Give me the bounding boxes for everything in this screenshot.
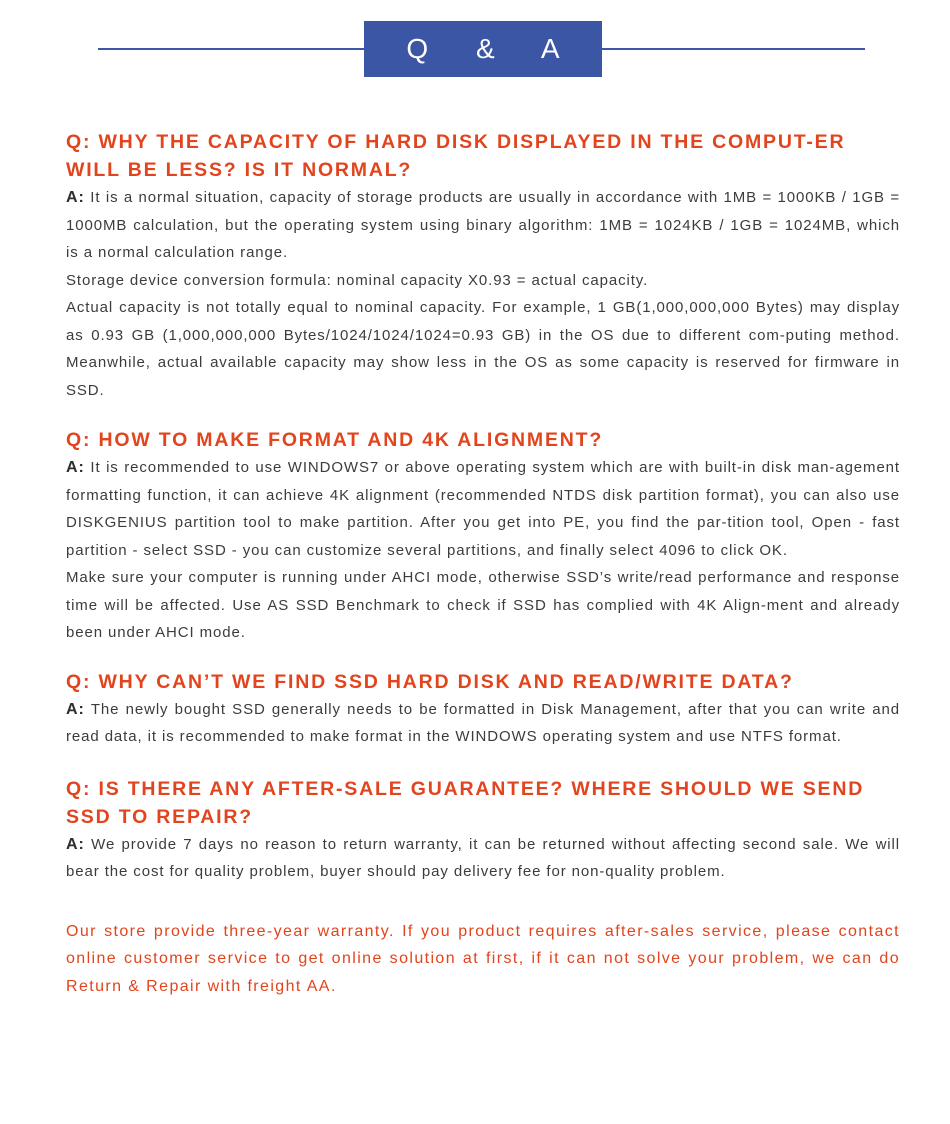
faq-answer bbox=[66, 831, 900, 886]
qa-title-banner: Q & A bbox=[364, 21, 602, 77]
answer-prefix: A: bbox=[66, 459, 85, 476]
faq-item-capacity bbox=[66, 128, 900, 404]
answer-prefix: A: bbox=[66, 189, 85, 206]
faq-answer-text: It is a normal situation, capacity of storage products are usually in accordance with 1MB = 1000KB / 1GB = 1000MB calculation, but the operating system using binary algorithm: 1MB = 1024KB / 1GB = 1024MB, which is a normal calculation range. bbox=[66, 189, 900, 261]
faq-question: Q: WHY THE CAPACITY OF HARD DISK DISPLAYED IN THE COMPUT-ER WILL BE LESS? IS IT NORMAL? bbox=[66, 131, 846, 181]
faq-answer-text: We provide 7 days no reason to return warranty, it can be returned without affecting second sale. We will bear the cost for quality problem, buyer should pay delivery fee for non-quality problem. bbox=[66, 835, 900, 880]
faq-answer-paragraph: Actual capacity is not totally equal to nominal capacity. For example, 1 GB(1,000,000,000 Bytes) may display as 0.93 GB (1,000,000,000 Bytes/1024/1024/1024=0.93 GB) in the OS due to different com-puting method. Meanwhile, actual available capacity may show less in the OS as some capacity is reserved for firmware in SSD. bbox=[66, 299, 900, 399]
faq-question: Q: HOW TO MAKE FORMAT AND 4K ALIGNMENT? bbox=[66, 429, 604, 451]
faq-answer-paragraph: Make sure your computer is running under AHCI mode, otherwise SSD’s write/read performance and response time will be affected. Use AS SSD Benchmark to check if SSD has complied with 4K Align-ment and already been under AHCI mode. bbox=[66, 569, 900, 641]
header-divider-left bbox=[98, 48, 366, 50]
faq-answer-text: The newly bought SSD generally needs to be formatted in Disk Management, after that you can write and read data, it is recommended to make format in the WINDOWS operating system and use NTFS format. bbox=[66, 700, 901, 745]
faq-question: Q: IS THERE ANY AFTER-SALE GUARANTEE? WHERE SHOULD WE SEND SSD TO REPAIR? bbox=[66, 777, 865, 828]
faq-answer bbox=[66, 696, 900, 751]
qa-header bbox=[0, 0, 950, 100]
faq-item-after-sale bbox=[66, 775, 900, 886]
header-divider-right bbox=[601, 48, 865, 50]
faq-item-find-ssd bbox=[66, 668, 900, 751]
faq-answer bbox=[66, 184, 900, 267]
answer-prefix: A: bbox=[66, 700, 85, 718]
faq-item-format-4k bbox=[66, 426, 900, 647]
faq-question: Q: WHY CAN’T WE FIND SSD HARD DISK AND READ/WRITE DATA? bbox=[66, 670, 794, 693]
faq-content bbox=[66, 128, 900, 1000]
faq-answer bbox=[66, 454, 900, 564]
answer-prefix: A: bbox=[66, 835, 85, 853]
warranty-note: Our store provide three-year warranty. If you product requires after-sales service, please contact online customer service to get online solution at first, if it can not solve your problem, we can do Return & Repair with freight AA. bbox=[66, 922, 900, 995]
faq-answer-paragraph: Storage device conversion formula: nominal capacity X0.93 = actual capacity. bbox=[66, 271, 649, 289]
faq-answer-text: It is recommended to use WINDOWS7 or above operating system which are with built-in disk man-agement formatting function, it can achieve 4K alignment (recommended NTDS disk partition format), you can also use DISKGENIUS partition tool to make partition. After you get into PE, you find the par-tition tool, Open - fast partition - select SSD - you can customize several partitions, and finally select 4096 to click OK. bbox=[66, 459, 900, 559]
